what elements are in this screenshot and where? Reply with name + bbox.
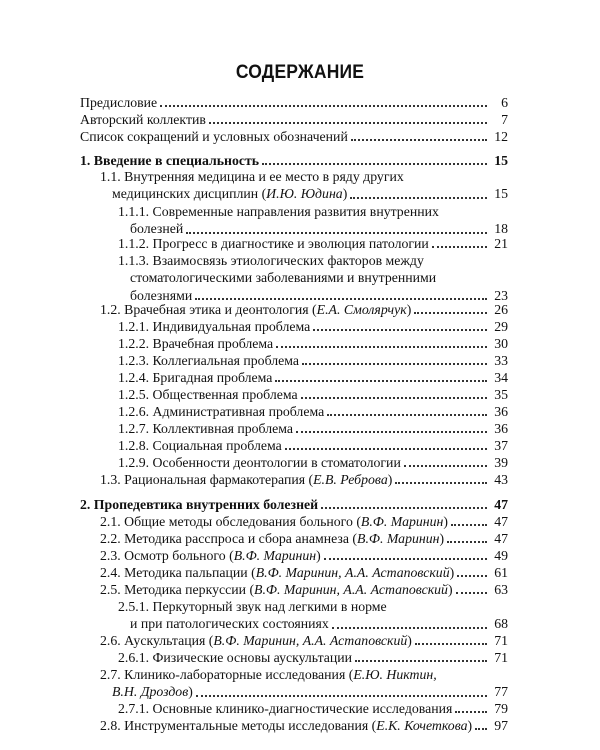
dot-leader (404, 465, 487, 467)
page-number: 71 (494, 650, 508, 665)
dot-leader (195, 298, 487, 300)
page-number: 23 (494, 287, 508, 303)
page-number: 43 (494, 472, 508, 487)
toc-entry-2-4[interactable]: 2.4. Методика пальпации (В.Ф. Маринин, А.А. Астаповский) 61 (100, 565, 508, 580)
author: И.Ю. Юдина (266, 186, 343, 202)
dot-leader (285, 448, 487, 450)
page-number: 30 (494, 336, 508, 351)
dot-leader (456, 592, 487, 594)
dot-leader (355, 660, 487, 662)
toc-entry-1-2-4[interactable]: 1.2.4. Бригадная проблема 34 (118, 370, 508, 385)
toc-entry-1-2-2[interactable]: 1.2.2. Врачебная проблема 30 (118, 336, 508, 351)
dot-leader (327, 414, 487, 416)
dot-leader (332, 627, 487, 629)
author: В.Ф. Маринин (357, 531, 440, 546)
page-number: 61 (494, 565, 508, 580)
author: В.Ф. Маринин, А.А. Астаповский (254, 582, 448, 597)
dot-leader (276, 346, 487, 348)
toc-entry-1-2-8[interactable]: 1.2.8. Социальная проблема 37 (118, 438, 508, 453)
dot-leader (160, 105, 487, 107)
page-number: 71 (494, 633, 508, 648)
page-number: 47 (494, 497, 508, 512)
author: В.Ф. Маринин, А.А. Астаповский (213, 633, 408, 648)
dot-leader (301, 397, 487, 399)
author: В.Ф. Маринин (360, 514, 444, 529)
page-number: 97 (494, 718, 508, 733)
page-number: 33 (494, 353, 508, 368)
toc-entry-1-2-9[interactable]: 1.2.9. Особенности деонтологии в стоматологии 39 (118, 455, 508, 470)
page-number: 49 (494, 548, 508, 563)
dot-leader (350, 197, 487, 199)
author: В.Ф. Маринин, А.А. Астаповский (255, 565, 450, 580)
page-number: 6 (501, 95, 508, 110)
page-number: 12 (494, 129, 508, 144)
dot-leader (209, 122, 487, 124)
page-title: СОДЕРЖАНИЕ (235, 62, 365, 83)
page-number: 18 (494, 221, 508, 237)
dot-leader (447, 541, 487, 543)
toc-entry-2-7-1[interactable]: 2.7.1. Основные клинико-диагностические исследования 79 (118, 701, 508, 716)
page-number: 79 (494, 701, 508, 716)
page-number: 7 (501, 112, 508, 127)
toc-entry-2-3[interactable]: 2.3. Осмотр больного (В.Ф. Маринин) 49 (100, 548, 508, 563)
dot-leader (451, 524, 487, 526)
toc-entry-1-2-7[interactable]: 1.2.7. Коллективная проблема 36 (118, 421, 508, 436)
toc-entry-2-5[interactable]: 2.5. Методика перкуссии (В.Ф. Маринин, А.А. Астаповский) 63 (100, 582, 508, 597)
author: В.Н. Дроздов (112, 684, 189, 700)
page-number: 15 (494, 186, 508, 202)
toc-entry-2-6-1[interactable]: 2.6.1. Физические основы аускультации 71 (118, 650, 508, 665)
toc-entry-abbreviations[interactable]: Список сокращений и условных обозначений 12 (80, 129, 508, 144)
dot-leader (275, 380, 487, 382)
dot-leader (324, 558, 487, 560)
dot-leader (313, 329, 487, 331)
dot-leader (395, 482, 487, 484)
dot-leader (196, 695, 487, 697)
page-number: 68 (494, 616, 508, 632)
dot-leader (262, 163, 487, 165)
toc-section-2[interactable]: 2. Пропедевтика внутренних болезней 47 (80, 497, 508, 512)
page-number: 37 (494, 438, 508, 453)
page-number: 47 (494, 514, 508, 529)
toc-entry-1-2-1[interactable]: 1.2.1. Индивидуальная проблема 29 (118, 319, 508, 334)
toc-entry-preface[interactable]: Предисловие 6 (80, 95, 508, 110)
page-number: 34 (494, 370, 508, 385)
toc-entry-2-1[interactable]: 2.1. Общие методы обследования больного (В.Ф. Маринин) 47 (100, 514, 508, 529)
toc-entry-1-2-5[interactable]: 1.2.5. Общественная проблема 35 (118, 387, 508, 402)
toc-entry-1-2-3[interactable]: 1.2.3. Коллегиальная проблема 33 (118, 353, 508, 368)
page-number: 36 (494, 421, 508, 436)
dot-leader (296, 431, 487, 433)
page-number: 26 (494, 302, 508, 317)
page-number: 29 (494, 319, 508, 334)
dot-leader (302, 363, 487, 365)
author: Е.К. Кочеткова (376, 718, 468, 733)
toc-entry-2-8[interactable]: 2.8. Инструментальные методы исследования (Е.К. Кочеткова) 97 (100, 718, 508, 733)
toc-entry-1-2[interactable]: 1.2. Врачебная этика и деонтология (Е.А. Смолярчук) 26 (100, 302, 508, 317)
dot-leader (415, 643, 487, 645)
page-number: 36 (494, 404, 508, 419)
toc-entry-authors[interactable]: Авторский коллектив 7 (80, 112, 508, 127)
toc-entry-1-1-3[interactable]: 1.1.3. Взаимосвязь этиологических факторов между стоматологическими заболеваниями и внутренними болезнями 23 (118, 253, 508, 303)
dot-leader (457, 575, 487, 577)
toc-entry-2-2[interactable]: 2.2. Методика расспроса и сбора анамнеза (В.Ф. Маринин) 47 (100, 531, 508, 546)
toc-entry-2-5-1[interactable]: 2.5.1. Перкуторный звук над легкими в норме и при патологических состояниях 68 (118, 599, 508, 632)
toc-entry-2-7[interactable]: 2.7. Клинико-лабораторные исследования (Е.Ю. Никтин, В.Н. Дроздов) 77 (100, 667, 508, 700)
toc-entry-1-3[interactable]: 1.3. Рациональная фармакотерапия (Е.В. Реброва) 43 (100, 472, 508, 487)
page-number: 15 (494, 153, 508, 168)
toc-entry-1-1-2[interactable]: 1.1.2. Прогресс в диагностике и эволюция патологии 21 (118, 236, 508, 251)
dot-leader (432, 246, 487, 248)
page-number: 39 (494, 455, 508, 470)
author: Е.Ю. Никтин, (353, 667, 437, 682)
page-number: 77 (494, 684, 508, 700)
toc-entry-1-1-1[interactable]: 1.1.1. Современные направления развития внутренних болезней 18 (118, 204, 508, 237)
page-number: 47 (494, 531, 508, 546)
page-number: 63 (494, 582, 508, 597)
author: Е.В. Реброва (313, 472, 388, 487)
dot-leader (455, 711, 487, 713)
dot-leader (351, 139, 487, 141)
dot-leader (475, 728, 487, 730)
toc-entry-1-1[interactable]: 1.1. Внутренняя медицина и ее место в ряду других медицинских дисциплин (И.Ю. Юдина) 15 (100, 169, 508, 202)
author: Е.А. Смолярчук (316, 302, 407, 317)
page-number: 35 (494, 387, 508, 402)
toc-entry-2-6[interactable]: 2.6. Аускультация (В.Ф. Маринин, А.А. Астаповский) 71 (100, 633, 508, 648)
toc-section-1[interactable]: 1. Введение в специальность 15 (80, 153, 508, 168)
dot-leader (321, 507, 487, 509)
author: В.Ф. Маринин (233, 548, 317, 563)
toc-entry-1-2-6[interactable]: 1.2.6. Административная проблема 36 (118, 404, 508, 419)
dot-leader (186, 232, 487, 234)
page-number: 21 (494, 236, 508, 251)
dot-leader (414, 312, 487, 314)
